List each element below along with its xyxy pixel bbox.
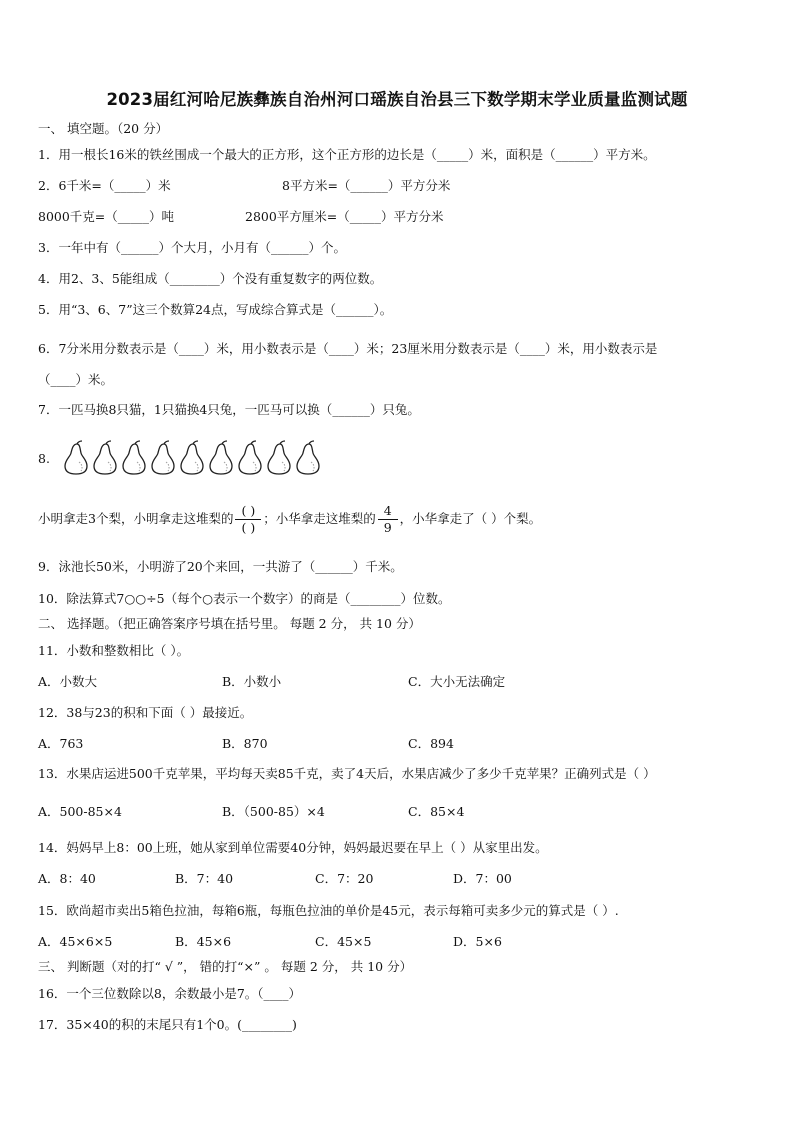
pear-icon [294,440,322,480]
page-title: 2023届红河哈尼族彝族自治州河口瑶族自治县三下数学期末学业质量监测试题 [106,90,688,109]
question-7: 7．一匹马换8只猫，1只猫换4只兔，一匹马可以换（______）只兔。 [38,402,420,417]
question-14: 14．妈妈早上8：00上班，她从家到单位需要40分钟，妈妈最迟要在早上（ ）从家里出发。 [38,840,548,855]
pear-icon [120,440,148,480]
question-10: 10．除法算式7○○÷5（每个○表示一个数字）的商是（________）位数。 [38,591,451,606]
pear-icon [62,440,90,480]
question-8-text [38,503,541,536]
question-13-option-c: C．85×4 [408,804,465,819]
question-13-option-b: B．（500-85）×4 [222,804,325,819]
pear-icon [265,440,293,480]
question-14-option-b: B．7：40 [175,871,234,886]
question-17: 17．35×40的积的末尾只有1个0。(________) [38,1017,297,1032]
question-12-option-c: C．894 [408,736,454,751]
question-4: 4．用2、3、5能组成（________）个没有重复数字的两位数。 [38,271,383,286]
question-1: 1．用一根长16米的铁丝围成一个最大的正方形，这个正方形的边长是（_____）米，面积是（______）平方米。 [38,147,656,162]
fraction-blank-numerator: ( ) [235,503,261,520]
pear-group [62,440,323,480]
section-choice: 二、 选择题。（把正确答案序号填在括号里。 每题 2 分， 共 10 分） [38,616,421,631]
question-8-text-a: 小明拿走3个梨，小明拿走这堆梨的 [38,511,234,526]
question-8-text-b: ；小华拿走这堆梨的 [263,511,376,526]
question-15-option-d: D．5×6 [453,934,502,949]
pear-icon [236,440,264,480]
question-2b: 8平方米=（______）平方分米 [282,178,451,193]
question-2d: 2800平方厘米=（_____）平方分米 [245,209,444,224]
question-12-option-b: B．870 [222,736,268,751]
question-13-option-a: A．500-85×4 [38,804,122,819]
question-8-label: 8. [38,451,50,466]
question-2c: 8000千克=（_____）吨 [38,209,175,224]
pear-icon [149,440,177,480]
pear-icon [91,440,119,480]
fraction-four-ninths [378,503,398,536]
question-15: 15．欧尚超市卖出5箱色拉油，每箱6瓶，每瓶色拉油的单价是45元，表示每箱可卖多少元的算式是（ ）. [38,903,619,918]
fraction-blank-denominator: ( ) [241,520,256,535]
question-16: 16．一个三位数除以8，余数最小是7。（____） [38,986,302,1001]
question-14-option-d: D．7：00 [453,871,512,886]
question-15-option-c: C．45×5 [315,934,372,949]
question-5: 5．用“3、6、7”这三个数算24点，写成综合算式是（______）。 [38,302,393,317]
question-14-option-c: C．7：20 [315,871,374,886]
question-15-option-b: B．45×6 [175,934,232,949]
question-11-option-c: C．大小无法确定 [408,674,506,689]
fraction-denominator: 9 [383,520,392,535]
question-11-option-a: A．小数大 [38,674,98,689]
question-11-option-b: B．小数小 [222,674,282,689]
question-12-option-a: A．763 [38,736,84,751]
question-2a: 2．6千米=（_____）米 [38,178,171,193]
question-14-option-a: A．8：40 [38,871,96,886]
question-8-text-c: ，小华拿走了（ ）个梨。 [399,511,542,526]
question-6: 6．7分米用分数表示是（____）米，用小数表示是（____）米；23厘米用分数表示是（____）米，用小数表示是 [38,341,658,356]
question-12: 12．38与23的积和下面（ ）最接近。 [38,705,253,720]
question-6-cont: （____）米。 [38,372,114,387]
question-9: 9．泳池长50米，小明游了20个来回，一共游了（______）千米。 [38,559,403,574]
fraction-blank [235,503,261,536]
question-11: 11．小数和整数相比（ ）。 [38,643,190,658]
fraction-numerator: 4 [378,503,398,520]
pear-icon [178,440,206,480]
section-judgement: 三、 判断题（对的打“ √ ”， 错的打“×” 。 每题 2 分， 共 10 分） [38,959,413,974]
pear-icon [207,440,235,480]
question-3: 3．一年中有（______）个大月，小月有（______）个。 [38,240,346,255]
question-13: 13．水果店运进500千克苹果，平均每天卖85千克，卖了4天后，水果店减少了多少千克苹果？正确列式是（ ） [38,766,656,781]
section-fill-blank: 一、 填空题。（20 分） [38,121,169,136]
question-15-option-a: A．45×6×5 [38,934,113,949]
